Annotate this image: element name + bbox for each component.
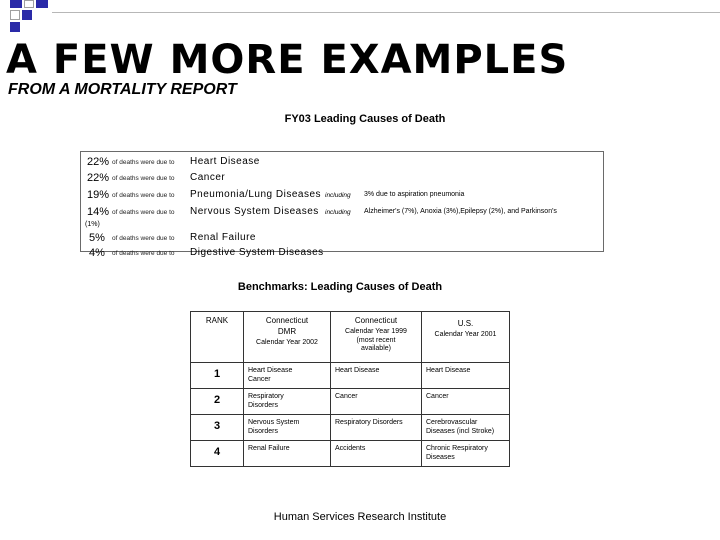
cell-line: Heart Disease xyxy=(335,367,380,374)
header-rank: RANK xyxy=(191,312,244,363)
benchmarks-table xyxy=(190,311,510,467)
ct-dmr-cell xyxy=(244,363,331,389)
cause-percent: 22% xyxy=(87,172,110,184)
header-line: (most recent xyxy=(356,337,396,344)
due-to-text: of deaths were due to xyxy=(112,235,175,242)
ct-cell xyxy=(331,363,422,389)
decor-square-2 xyxy=(24,0,34,8)
cell-line: Cancer xyxy=(335,393,358,400)
us-cell xyxy=(422,441,510,467)
table-row xyxy=(191,389,510,415)
us-cell xyxy=(422,415,510,441)
cell-line: Chronic Respiratory xyxy=(426,445,488,452)
cause-detail: 3% due to aspiration pneumonia xyxy=(364,191,465,198)
page-subtitle: FROM A MORTALITY REPORT xyxy=(8,81,237,98)
header-ct-dmr xyxy=(244,312,331,363)
rank-cell: 3 xyxy=(191,415,244,441)
cell-line: Cancer xyxy=(426,393,449,400)
decor-square-1 xyxy=(10,0,22,8)
top-rule xyxy=(52,12,720,13)
fy03-title: FY03 Leading Causes of Death xyxy=(284,113,446,125)
cell-line: Renal Failure xyxy=(248,445,290,452)
ct-cell xyxy=(331,441,422,467)
cause-percent: 5% xyxy=(89,232,105,244)
footer-text: Human Services Research Institute xyxy=(273,511,447,523)
table-row xyxy=(191,363,510,389)
rank-cell: 4 xyxy=(191,441,244,467)
cell-line: Respiratory Disorders xyxy=(335,419,403,426)
cause-name: Cancer xyxy=(190,172,226,183)
cell-line: Nervous System xyxy=(248,419,300,426)
cell-line: Heart Disease xyxy=(248,367,293,374)
cell-line: Disorders xyxy=(248,428,278,435)
due-to-text: of deaths were due to xyxy=(112,159,175,166)
cell-line: Cerebrovascular xyxy=(426,419,478,426)
cause-percent: 19% xyxy=(87,189,110,201)
ct-cell xyxy=(331,389,422,415)
header-us xyxy=(422,312,510,363)
ct-dmr-cell xyxy=(244,389,331,415)
header-line: available) xyxy=(361,345,391,352)
cause-percent: 22% xyxy=(87,156,110,168)
table-row xyxy=(191,415,510,441)
cause-name: Renal Failure xyxy=(190,232,256,243)
cell-line: Diseases xyxy=(426,454,455,461)
us-cell xyxy=(422,363,510,389)
cause-name: Heart Disease xyxy=(190,156,260,167)
header-line: DMR xyxy=(277,327,297,336)
due-to-text: of deaths were due to xyxy=(112,175,175,182)
cell-line: Disorders xyxy=(248,402,278,409)
ct-dmr-cell xyxy=(244,441,331,467)
decor-square-3 xyxy=(36,0,48,8)
including-text: including xyxy=(325,192,351,199)
cause-name: Nervous System Diseases xyxy=(190,206,319,217)
sub-percent: (1%) xyxy=(85,221,100,228)
due-to-text: of deaths were due to xyxy=(112,250,175,257)
table-header-row xyxy=(191,312,510,363)
cause-name: Digestive System Diseases xyxy=(190,247,324,258)
due-to-text: of deaths were due to xyxy=(112,192,175,199)
cell-line: Cancer xyxy=(248,376,271,383)
cell-line: Heart Disease xyxy=(426,367,471,374)
cell-line: Diseases (incl Stroke) xyxy=(426,428,495,435)
us-cell xyxy=(422,389,510,415)
decor-square-4 xyxy=(10,10,20,20)
cause-percent: 4% xyxy=(89,247,105,259)
table-row xyxy=(191,441,510,467)
header-line: U.S. xyxy=(457,319,474,328)
rank-cell: 2 xyxy=(191,389,244,415)
ct-cell xyxy=(331,415,422,441)
decor-square-6 xyxy=(10,22,20,32)
header-line: Connecticut xyxy=(354,316,398,325)
cause-name: Pneumonia/Lung Diseases xyxy=(190,189,322,200)
header-line: Calendar Year 2002 xyxy=(256,339,318,346)
header-line: Calendar Year 1999 xyxy=(345,328,407,335)
including-text: including xyxy=(325,209,351,216)
rank-cell: 1 xyxy=(191,363,244,389)
page-title: A FEW MORE EXAMPLES xyxy=(6,37,569,83)
cause-detail: Alzheimer's (7%), Anoxia (3%),Epilepsy (2%), and Parkinson's xyxy=(364,208,557,215)
ct-dmr-cell xyxy=(244,415,331,441)
cause-percent: 14% xyxy=(87,206,110,218)
header-line: Calendar Year 2001 xyxy=(434,331,497,338)
benchmarks-title: Benchmarks: Leading Causes of Death xyxy=(237,281,443,293)
causes-box xyxy=(80,151,604,259)
cell-line: Respiratory xyxy=(248,393,284,400)
cell-line: Accidents xyxy=(335,445,366,452)
header-ct xyxy=(331,312,422,363)
due-to-text: of deaths were due to xyxy=(112,209,175,216)
header-line: Connecticut xyxy=(265,316,309,325)
decor-square-5 xyxy=(22,10,32,20)
